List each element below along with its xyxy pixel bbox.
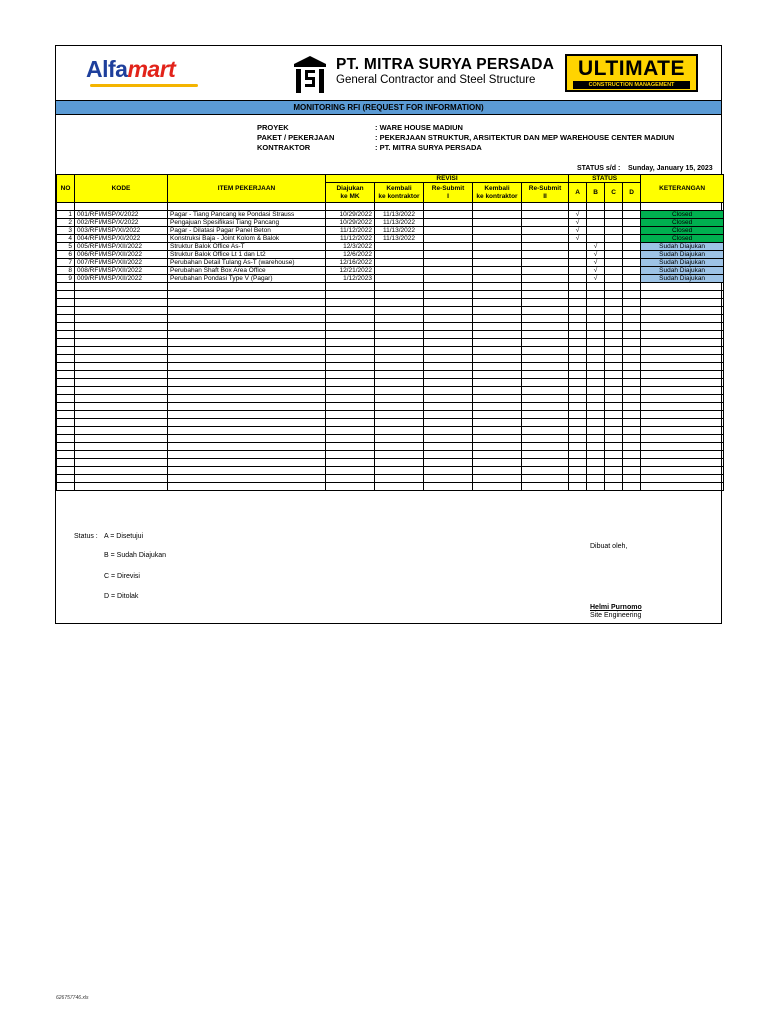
table-row-empty: [57, 371, 724, 379]
cell-keterangan: Sudah Diajukan: [641, 243, 724, 251]
cell-item: Struktur Balok Office As-T: [168, 243, 326, 251]
cell-kembali-2: [473, 235, 522, 243]
cell-item: Perubahan Shaft Box Area Office: [168, 267, 326, 275]
msp-company-name: PT. MITRA SURYA PERSADA: [336, 56, 555, 73]
cell-no: 1: [57, 211, 75, 219]
cell-no: 9: [57, 275, 75, 283]
cell-status-c: [605, 227, 623, 235]
cell-kembali-2: [473, 267, 522, 275]
cell-resubmit-2: [522, 243, 569, 251]
cell-status-b: [587, 235, 605, 243]
cell-status-c: [605, 267, 623, 275]
cell-resubmit-2: [522, 235, 569, 243]
col-revisi: REVISI: [326, 175, 569, 183]
cell-no: 5: [57, 243, 75, 251]
cell-status-c: [605, 211, 623, 219]
table-row-empty: [57, 403, 724, 411]
cell-status-c: [605, 219, 623, 227]
col-status: STATUS: [569, 175, 641, 183]
cell-resubmit-1: [424, 211, 473, 219]
cell-kembali-2: [473, 259, 522, 267]
page-title: MONITORING RFI (REQUEST FOR INFORMATION): [56, 100, 721, 115]
table-row-empty: [57, 435, 724, 443]
cell-status-c: [605, 275, 623, 283]
cell-item: Pagar - Tiang Pancang ke Pondasi Strauss: [168, 211, 326, 219]
status-date-label: STATUS s/d :: [577, 165, 621, 172]
cell-kembali-2: [473, 251, 522, 259]
signatory-name: Helmi Purnomo: [590, 604, 642, 611]
cell-keterangan: Sudah Diajukan: [641, 259, 724, 267]
cell-keterangan: Sudah Diajukan: [641, 275, 724, 283]
cell-status-d: [623, 227, 641, 235]
table-row: [57, 259, 724, 267]
cell-status-c: [605, 243, 623, 251]
cell-keterangan: Sudah Diajukan: [641, 267, 724, 275]
cell-resubmit-1: [424, 235, 473, 243]
cell-diajukan: 12/21/2022: [326, 267, 375, 275]
alfamart-logo: Alfamart: [86, 56, 176, 82]
col-kembali-2: Kembali ke kontraktor: [473, 183, 522, 203]
msp-logo-icon: [292, 54, 328, 94]
cell-resubmit-2: [522, 267, 569, 275]
cell-kode: 002/RFI/MSP/X/2022: [75, 219, 168, 227]
cell-resubmit-1: [424, 219, 473, 227]
col-status-b: B: [587, 183, 605, 203]
table-row-empty: [57, 347, 724, 355]
table-row: [57, 235, 724, 243]
cell-resubmit-1: [424, 267, 473, 275]
cell-diajukan: 12/16/2022: [326, 259, 375, 267]
cell-diajukan: 10/29/2022: [326, 211, 375, 219]
table-row-empty: [57, 283, 724, 291]
cell-resubmit-2: [522, 259, 569, 267]
table-row: [57, 227, 724, 235]
legend-d: D = Ditolak: [104, 593, 139, 600]
cell-resubmit-1: [424, 251, 473, 259]
table-row-empty: [57, 451, 724, 459]
legend-status-label: Status :: [74, 533, 98, 540]
cell-status-a: [569, 251, 587, 259]
col-diajukan: Diajukan ke MK: [326, 183, 375, 203]
cell-status-b: [587, 227, 605, 235]
table-row-empty: [57, 299, 724, 307]
col-keterangan: KETERANGAN: [641, 175, 724, 203]
col-kode: KODE: [75, 175, 168, 203]
cell-item: Konstruksi Baja - Joint Kolom & Balok: [168, 235, 326, 243]
cell-kembali: [375, 243, 424, 251]
cell-status-a: [569, 243, 587, 251]
table-row: [57, 267, 724, 275]
cell-kembali-2: [473, 211, 522, 219]
cell-status-a: √: [569, 235, 587, 243]
table-row-empty: [57, 467, 724, 475]
cell-kembali: [375, 275, 424, 283]
rfi-table: [56, 174, 724, 491]
cell-kembali: [375, 259, 424, 267]
cell-kode: 001/RFI/MSP/X/2022: [75, 211, 168, 219]
rfi-sheet: [55, 45, 722, 624]
table-row: [57, 251, 724, 259]
ultimate-logo: ULTIMATE CONSTRUCTION MANAGEMENT: [565, 54, 698, 92]
col-no: NO: [57, 175, 75, 203]
signatory-role: Site Engineering: [590, 612, 642, 619]
cell-status-a: √: [569, 219, 587, 227]
cell-kembali-2: [473, 243, 522, 251]
table-row-empty: [57, 315, 724, 323]
status-date-value: Sunday, January 15, 2023: [628, 165, 713, 172]
cell-status-a: √: [569, 227, 587, 235]
cell-status-b: √: [587, 267, 605, 275]
signature-label: Dibuat oleh,: [590, 543, 628, 550]
table-row: [57, 275, 724, 283]
cell-status-a: √: [569, 211, 587, 219]
table-row-empty: [57, 355, 724, 363]
legend-a: A = Disetujui: [104, 533, 144, 540]
cell-item: Pengajuan Spesifikasi Tiang Pancang: [168, 219, 326, 227]
table-row-empty: [57, 339, 724, 347]
cell-diajukan: 12/3/2022: [326, 243, 375, 251]
table-row-end: [57, 483, 724, 491]
cell-status-b: √: [587, 243, 605, 251]
cell-status-a: [569, 259, 587, 267]
cell-resubmit-1: [424, 259, 473, 267]
cell-keterangan: Closed: [641, 211, 724, 219]
col-kembali-1: Kembali ke kontraktor: [375, 183, 424, 203]
table-row: [57, 219, 724, 227]
cell-item: Perubahan Detail Tulang As-T (warehouse): [168, 259, 326, 267]
cell-status-a: [569, 275, 587, 283]
cell-diajukan: 12/6/2022: [326, 251, 375, 259]
legend-b: B = Sudah Diajukan: [104, 552, 167, 559]
table-row-spacer: [57, 203, 724, 211]
table-row-empty: [57, 395, 724, 403]
cell-status-d: [623, 243, 641, 251]
table-row-empty: [57, 379, 724, 387]
cell-diajukan: 10/29/2022: [326, 219, 375, 227]
cell-kembali-2: [473, 275, 522, 283]
rfi-table-body: [57, 203, 724, 491]
cell-kode: 003/RFI/MSP/XI/2022: [75, 227, 168, 235]
table-row-empty: [57, 291, 724, 299]
cell-resubmit-2: [522, 219, 569, 227]
cell-kembali-2: [473, 219, 522, 227]
cell-diajukan: 11/12/2022: [326, 227, 375, 235]
cell-resubmit-2: [522, 275, 569, 283]
cell-status-a: [569, 267, 587, 275]
cell-kode: 008/RFI/MSP/XII/2022: [75, 267, 168, 275]
cell-diajukan: 1/12/2023: [326, 275, 375, 283]
cell-status-c: [605, 251, 623, 259]
table-row-empty: [57, 459, 724, 467]
cell-no: 8: [57, 267, 75, 275]
project-info: PROYEK : WARE HOUSE MADIUN PAKET / PEKERJAAN : PEKERJAAN STRUKTUR, ARSITEKTUR DAN MEP WAREHOUSE CENTER MADIUN KONTRAKTOR : PT. MITRA SURYA PERSADA: [257, 123, 675, 152]
cell-kode: 009/RFI/MSP/XII/2022: [75, 275, 168, 283]
cell-status-d: [623, 275, 641, 283]
cell-status-b: √: [587, 251, 605, 259]
cell-kembali-2: [473, 227, 522, 235]
col-status-a: A: [569, 183, 587, 203]
cell-status-b: [587, 211, 605, 219]
cell-status-c: [605, 259, 623, 267]
cell-kembali: 11/13/2022: [375, 211, 424, 219]
cell-kode: 007/RFI/MSP/XII/2022: [75, 259, 168, 267]
legend-c: C = Direvisi: [104, 573, 140, 580]
col-item: ITEM PEKERJAAN: [168, 175, 326, 203]
cell-keterangan: Closed: [641, 235, 724, 243]
cell-status-b: √: [587, 275, 605, 283]
msp-company-tagline: General Contractor and Steel Structure: [336, 74, 536, 86]
cell-item: Perubahan Pondasi Type V (Pagar): [168, 275, 326, 283]
cell-kode: 006/RFI/MSP/XII/2022: [75, 251, 168, 259]
table-row-empty: [57, 475, 724, 483]
table-row-empty: [57, 307, 724, 315]
table-row-empty: [57, 323, 724, 331]
cell-kembali: 11/13/2022: [375, 227, 424, 235]
cell-no: 6: [57, 251, 75, 259]
col-resubmit-1: Re-Submit I: [424, 183, 473, 203]
cell-status-b: [587, 219, 605, 227]
cell-no: 2: [57, 219, 75, 227]
table-row: [57, 211, 724, 219]
cell-keterangan: Sudah Diajukan: [641, 251, 724, 259]
cell-resubmit-2: [522, 227, 569, 235]
table-row-empty: [57, 363, 724, 371]
cell-no: 3: [57, 227, 75, 235]
table-row-empty: [57, 427, 724, 435]
cell-item: Pagar - Dilatasi Pagar Panel Beton: [168, 227, 326, 235]
cell-kembali: 11/13/2022: [375, 235, 424, 243]
col-status-d: D: [623, 183, 641, 203]
table-row-empty: [57, 443, 724, 451]
cell-status-d: [623, 267, 641, 275]
cell-kembali: [375, 267, 424, 275]
cell-resubmit-1: [424, 275, 473, 283]
table-row: [57, 243, 724, 251]
cell-status-b: √: [587, 259, 605, 267]
table-row-empty: [57, 387, 724, 395]
cell-kode: 004/RFI/MSP/XI/2022: [75, 235, 168, 243]
cell-keterangan: Closed: [641, 227, 724, 235]
col-status-c: C: [605, 183, 623, 203]
alfamart-logo-swoosh: [90, 84, 198, 87]
cell-status-d: [623, 211, 641, 219]
table-row-empty: [57, 411, 724, 419]
cell-resubmit-1: [424, 243, 473, 251]
cell-resubmit-1: [424, 227, 473, 235]
cell-status-d: [623, 235, 641, 243]
cell-no: 4: [57, 235, 75, 243]
cell-resubmit-2: [522, 251, 569, 259]
cell-status-d: [623, 259, 641, 267]
col-resubmit-2: Re-Submit II: [522, 183, 569, 203]
cell-status-d: [623, 219, 641, 227]
cell-resubmit-2: [522, 211, 569, 219]
cell-diajukan: 11/12/2022: [326, 235, 375, 243]
cell-keterangan: Closed: [641, 219, 724, 227]
cell-status-c: [605, 235, 623, 243]
cell-no: 7: [57, 259, 75, 267]
table-row-empty: [57, 419, 724, 427]
cell-kembali: 11/13/2022: [375, 219, 424, 227]
header-logos: [56, 46, 721, 100]
cell-item: Struktur Balok Office Lt 1 dan Lt2: [168, 251, 326, 259]
file-reference: 626757746.xls: [56, 995, 89, 1001]
table-row-empty: [57, 331, 724, 339]
cell-status-d: [623, 251, 641, 259]
cell-kembali: [375, 251, 424, 259]
cell-kode: 005/RFI/MSP/XII/2022: [75, 243, 168, 251]
